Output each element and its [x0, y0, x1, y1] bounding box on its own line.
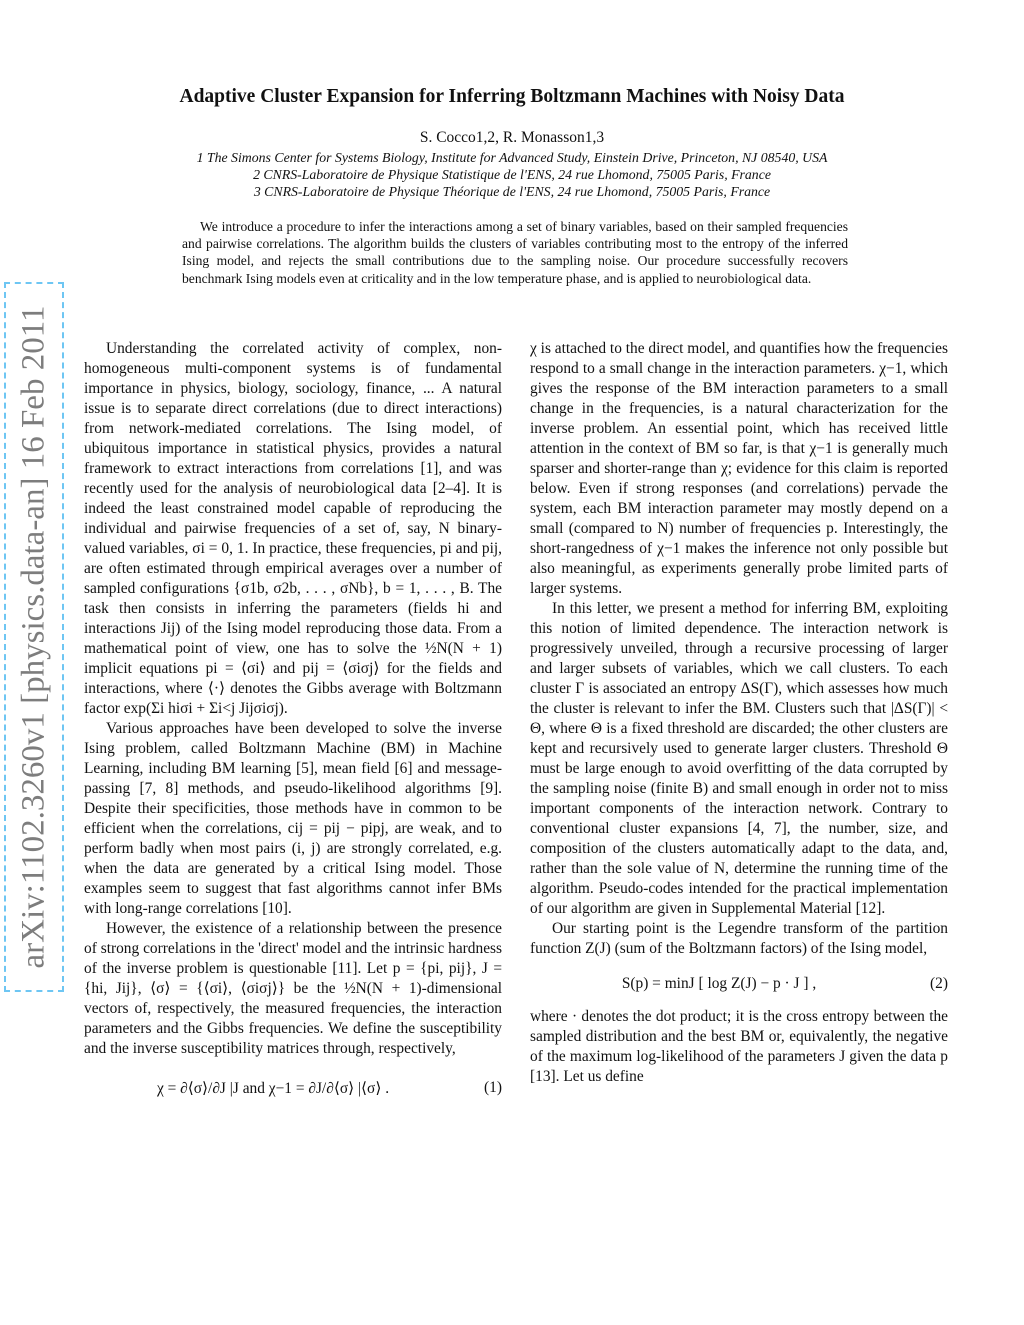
paragraph-cross-entropy: where · denotes the dot product; it is the cross entropy between the sampled distribution and the best BM or, equivalently, the negative of the maximum log-likelihood of the parameters J given the data p [13]. Let us define — [530, 1008, 948, 1085]
left-column — [84, 339, 502, 1119]
paper-title: Adaptive Cluster Expansion for Inferring Boltzmann Machines with Noisy Data — [179, 86, 845, 107]
paragraph-legendre: Our starting point is the Legendre transform of the partition function Z(J) (sum of the Boltzmann factors) of the Ising model, — [530, 920, 948, 957]
abstract: We introduce a procedure to infer the interactions among a set of binary variables, based on their sampled frequencies and pairwise correlations. The algorithm builds the clusters of variables contributing most to the entropy of the inferred Ising model, and rejects the small contributions due to the sampling noise. Our procedure successfully recovers benchmark Ising models even at criticality and in the low temperature phase, and is applied to neurobiological data. — [182, 219, 848, 286]
equation-2-number: (2) — [930, 975, 948, 992]
equation-1 — [84, 1065, 502, 1119]
equation-2-body: S(p) = minJ [ log Z(J) − p · J ] , — [621, 975, 817, 992]
equation-2 — [530, 965, 948, 1007]
affiliation-3: 3 CNRS-Laboratoire de Physique Théorique de l'ENS, 24 rue Lhomond, 75005 Paris, France — [253, 184, 771, 199]
paragraph-intro: Understanding the correlated activity of complex, non-homogeneous multi-component systems is of fundamental importance in physics, biology, sociology, finance, ... A natural issue is to separate direct correlations (due to direct interactions) from network-mediated correlations. The Ising model, of ubiquitous importance in statistical physics, provides a natural framework to extract interactions from correlations [1], and was recently used for the analysis of neurobiological data [2–4]. It is indeed the least constrained model capable of reproducing the individual and pairwise frequencies of a set of, say, N binary-valued variables, σi = 0, 1. In practice, these frequencies, pi and pij, are often estimated through empirical averages over a number of sampled configurations {σ1b, σ2b, . . . , σNb}, b = 1, . . . , B. The task then consists in inferring the parameters (fields hi and interactions Jij) of the Ising model reproducing those data. From a mathematical point of view, one has to solve the ½N(N + 1) implicit equations pi = ⟨σi⟩ and pij = ⟨σiσj⟩ for the fields and interactions, where ⟨·⟩ denotes the Gibbs average with Boltzmann factor exp(Σi hiσi + Σi<j Jijσiσj). — [84, 340, 502, 717]
paragraph-however: However, the existence of a relationship between the presence of strong correlations in the 'direct' model and the intrinsic hardness of the inverse problem is questionable [11]. Let p = {pi, pij}, J = {hi, Jij}, ⟨σ⟩ = {⟨σi⟩, ⟨σiσj⟩} be the ½N(N + 1)-dimensional vectors of, respectively, the measured frequencies, the interaction parameters and the Gibbs frequencies. We define the susceptibility and the inverse susceptibility matrices through, respectively, — [84, 920, 502, 1057]
right-column — [530, 339, 948, 1087]
paragraph-approaches: Various approaches have been developed to solve the inverse Ising problem, called Boltzmann Machine (BM) in Machine Learning, including BM learning [5], mean field [6] and message-passing [7, 8] methods, and pseudo-likelihood algorithms [9]. Despite their specificities, those methods have in common to be efficient when the correlations, cij = pij − pipj, are weak, and to perform badly when most pairs (i, j) are strongly correlated, e.g. when the data are generated by a critical Ising model. Those examples seem to suggest that fast algorithms cannot infer BMs with long-range correlations [10]. — [84, 720, 502, 917]
affiliation-1: 1 The Simons Center for Systems Biology, Institute for Advanced Study, Einstein Drive, Princeton, NJ 08540, USA — [196, 150, 828, 165]
paragraph-method: In this letter, we present a method for inferring BM, exploiting this notion of limited dependence. The interaction network is progressively unveiled, through a recursive processing of larger and larger subsets of variables, which we call clusters. To each cluster Γ is associated an entropy ΔS(Γ), which assesses how much the cluster is relevant to infer the BM. Clusters such that |ΔS(Γ)| < Θ, where Θ is a fixed threshold are discarded; the other clusters are kept and recursively used to generate larger clusters. Threshold Θ must be large enough to avoid overfitting of the data corrupted by the sampling noise (finite B) and small enough in order not to miss important components of the interaction network. Contrary to conventional cluster expansions [4, 7], the number, size, and composition of the clusters automatically adapt to the data, and, rather than the sole value of N, determine the running time of the algorithm. Pseudo-codes intended for the practical implementation of our algorithm are given in Supplemental Material [12]. — [530, 600, 948, 917]
equation-1-body: χ = ∂⟨σ⟩/∂J |J and χ−1 = ∂J/∂⟨σ⟩ |⟨σ⟩ . — [156, 1080, 390, 1097]
paper-authors: S. Cocco1,2, R. Monasson1,3 — [419, 129, 605, 146]
arxiv-stamp — [4, 282, 64, 992]
affiliation-2: 2 CNRS-Laboratoire de Physique Statistique de l'ENS, 24 rue Lhomond, 75005 Paris, France — [253, 167, 771, 182]
paragraph-chi: χ is attached to the direct model, and quantifies how the frequencies respond to a small change in the interaction parameters. χ−1, which gives the response of the BM interaction parameters to a small change in the frequencies, is a natural characterization for the inverse problem. An essential point, which has received little attention in the context of BM so far, is that χ−1 is generally much sparser and shorter-range than χ; evidence for this claim is reported below. Even if strong responses (and correlations) pervade the system, each BM interaction parameter may mostly depend on a small (compared to N) number of frequencies p. Interestingly, the short-rangedness of χ−1 makes the inference not only possible but also meaningful, as experiments generally probe limited parts of larger systems. — [530, 340, 948, 597]
equation-1-number: (1) — [484, 1079, 502, 1096]
arxiv-identifier: arXiv:1102.3260v1 [physics.data-an] 16 Feb 2011 — [15, 305, 52, 969]
